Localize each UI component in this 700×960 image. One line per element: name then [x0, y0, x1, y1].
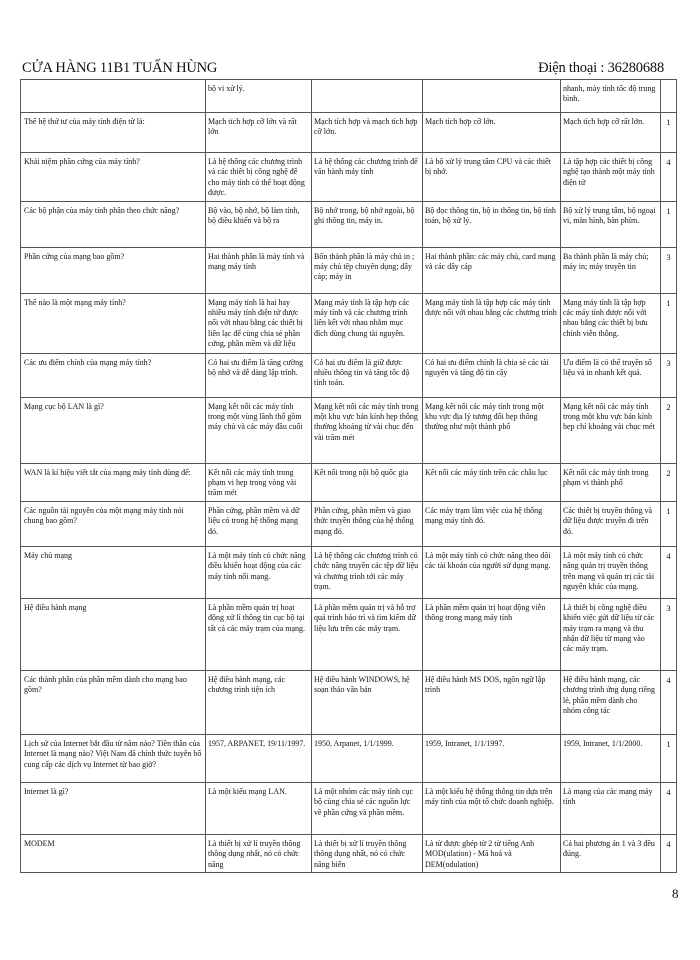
answer-cell: 4: [661, 834, 677, 872]
option-1-cell: Mạng máy tính là hai hay nhiều máy tính điện tử được nối với nhau bằng các thiết bị liên lạc để cùng chia sẻ phần cứng, phần mềm và dữ liệu: [206, 293, 312, 353]
answer-cell: 2: [661, 463, 677, 501]
option-3-cell: Hệ điều hành MS DOS, ngôn ngữ lập trình: [423, 670, 561, 734]
option-1-cell: Kết nối các máy tính trong phạm vi hẹp trong vòng vài trăm mét: [206, 463, 312, 501]
answer-cell: 4: [661, 153, 677, 202]
option-3-cell: Hai thành phần: các máy chủ, card mạng và các dây cáp: [423, 247, 561, 293]
option-2-cell: Phần cứng, phần mềm và giao thức truyền thông của hệ thống mạng đó.: [312, 501, 423, 546]
table-row: [21, 113, 677, 153]
option-1-cell: Mạng kết nối các máy tính trong một vùng lãnh thổ gồm máy chủ và các máy đầu cuối: [206, 397, 312, 463]
question-cell: Các ưu điểm chính của mạng máy tính?: [21, 353, 206, 397]
option-4-cell: Bộ xử lý trung tâm, bộ ngoại vi, màn hình, bàn phím.: [561, 201, 661, 247]
option-4-cell: 1959, Intranet, 1/1/2000.: [561, 734, 661, 782]
option-4-cell: Mạng kết nối các máy tính trong một khu vực bán kính hẹp chỉ khoảng vài chục mét: [561, 397, 661, 463]
option-4-cell: Ba thành phần là máy chủ; máy in; máy truyền tin: [561, 247, 661, 293]
option-4-cell: Là tập hợp các thiết bị công nghệ tạo thành một máy tính điện tử: [561, 153, 661, 202]
question-cell: Khái niệm phần cứng của máy tính?: [21, 153, 206, 202]
option-3-cell: Kết nối các máy tính trên các châu lục: [423, 463, 561, 501]
option-1-cell: Là một kiểu mạng LAN.: [206, 782, 312, 834]
option-1-cell: bộ vi xử lý.: [206, 80, 312, 113]
option-1-cell: Là hệ thống các chương trình và các thiết bị công nghệ để cho máy tính có thể hoạt động được.: [206, 153, 312, 202]
option-3-cell: Là một máy tính có chức năng theo dõi các tài khoản của người sử dụng mạng.: [423, 546, 561, 598]
option-3-cell: Bộ đọc thông tin, bộ in thông tin, bộ tính toán, bộ xử lý.: [423, 201, 561, 247]
shop-name: CỬA HÀNG 11B1 TUẤN HÙNG: [22, 60, 218, 76]
option-4-cell: nhanh, máy tính tốc độ trung bình.: [561, 80, 661, 113]
table-row: [21, 293, 677, 353]
answer-cell: 2: [661, 397, 677, 463]
option-2-cell: Mạng kết nối các máy tính trong một khu vực bán kính hẹp thông thường khoảng từ vài chục đến vài trăm mét: [312, 397, 423, 463]
question-cell: Thế nào là một mạng máy tính?: [21, 293, 206, 353]
question-cell: WAN là kí hiệu viết tắt của mạng máy tính dùng để:: [21, 463, 206, 501]
question-cell: Internet là gì?: [21, 782, 206, 834]
option-2-cell: Kết nối trong nội bộ quốc gia: [312, 463, 423, 501]
table-row: [21, 834, 677, 872]
table-row: [21, 501, 677, 546]
quiz-table-body: [21, 80, 677, 873]
option-3-cell: Các máy trạm làm việc của hệ thống mạng máy tính đó.: [423, 501, 561, 546]
option-1-cell: Là một máy tính có chức năng điều khiển hoạt động của các máy tính nối mạng.: [206, 546, 312, 598]
option-2-cell: Bộ nhớ trong, bộ nhớ ngoài, bộ ghi thông tin, máy in.: [312, 201, 423, 247]
answer-cell: 4: [661, 670, 677, 734]
question-cell: Máy chủ mạng: [21, 546, 206, 598]
option-3-cell: Là phần mềm quản trị hoạt động viễn thông trong mạng máy tính: [423, 598, 561, 670]
table-row: [21, 734, 677, 782]
answer-cell: 1: [661, 293, 677, 353]
option-3-cell: Là một kiểu hệ thống thông tin dựa trên máy tính của một tổ chức doanh nghiệp.: [423, 782, 561, 834]
table-row: [21, 670, 677, 734]
option-1-cell: Mạch tích hợp cỡ lớn và rất lớn: [206, 113, 312, 153]
table-row: [21, 80, 677, 113]
option-4-cell: Cả hai phương án 1 và 3 đều đúng.: [561, 834, 661, 872]
table-row: [21, 247, 677, 293]
table-row: [21, 598, 677, 670]
option-2-cell: Mạng máy tính là tập hợp các máy tính và các chương trình liên kết với nhau nhằm mục đích dùng chung tài nguyên.: [312, 293, 423, 353]
table-row: [21, 397, 677, 463]
option-4-cell: Ưu điểm là có thể truyền số liệu và in nhanh kết quả.: [561, 353, 661, 397]
table-row: [21, 782, 677, 834]
option-2-cell: Mạch tích hợp và mạch tích hợp cỡ lớn.: [312, 113, 423, 153]
answer-cell: 3: [661, 247, 677, 293]
question-cell: Các thành phần của phần mềm dành cho mạng bao gồm?: [21, 670, 206, 734]
option-1-cell: Phần cứng, phần mềm và dữ liệu có trong hệ thống mạng đó.: [206, 501, 312, 546]
option-3-cell: Là bộ xử lý trung tâm CPU và các thiết bị nhớ.: [423, 153, 561, 202]
option-4-cell: Kết nối các máy tính trong phạm vi thành phố: [561, 463, 661, 501]
option-3-cell: [423, 80, 561, 113]
option-3-cell: Mạng kết nối các máy tính trong một khu vực địa lý tương đối hẹp thông thường như một thành phố: [423, 397, 561, 463]
option-2-cell: Là thiết bị xử lí truyền thông thông dụng nhất, nó có chức năng biến: [312, 834, 423, 872]
answer-cell: 4: [661, 546, 677, 598]
answer-cell: 1: [661, 501, 677, 546]
option-4-cell: Là thiết bị công nghệ điều khiển việc gửi dữ liệu từ các máy trạm ra mạng và thu nhận dữ liệu từ mạng vào các máy trạm.: [561, 598, 661, 670]
answer-cell: 3: [661, 598, 677, 670]
question-cell: Thế hệ thứ tư của máy tính điện tử là:: [21, 113, 206, 153]
table-row: [21, 153, 677, 202]
question-cell: Các nguồn tài nguyên của một mạng máy tính nói chung bao gồm?: [21, 501, 206, 546]
question-cell: MODEM: [21, 834, 206, 872]
question-cell: Phần cứng của mạng bao gồm?: [21, 247, 206, 293]
table-row: [21, 353, 677, 397]
option-4-cell: Là mạng của các mạng máy tính: [561, 782, 661, 834]
answer-cell: 1: [661, 113, 677, 153]
question-cell: Các bộ phận của máy tính phân theo chức năng?: [21, 201, 206, 247]
option-2-cell: Bốn thành phần là máy chủ in ; máy chủ tệp chuyên dụng; dây cáp; máy in: [312, 247, 423, 293]
table-row: [21, 546, 677, 598]
answer-cell: 1: [661, 734, 677, 782]
option-4-cell: Các thiết bị truyền thông và dữ liệu được truyền đi trên đó.: [561, 501, 661, 546]
question-cell: Mạng cục bộ LAN là gì?: [21, 397, 206, 463]
option-2-cell: Có hai ưu điểm là giữ được nhiều thông tin và tăng tốc độ tính toán.: [312, 353, 423, 397]
option-1-cell: Có hai ưu điểm là tăng cường bộ nhớ và dễ dàng lập trình.: [206, 353, 312, 397]
option-2-cell: [312, 80, 423, 113]
option-1-cell: Hai thành phần là máy tính và mạng máy tính: [206, 247, 312, 293]
option-2-cell: Là hệ thống các chương trình có chức năng truyền các tệp dữ liệu và chương trình tới các máy trạm.: [312, 546, 423, 598]
option-1-cell: Là thiết bị xử lí truyền thông thông dụng nhất, nó có chức năng: [206, 834, 312, 872]
question-cell: Lịch sử của Internet bắt đầu từ năm nào? Tiền thân của Internet là mạng nào? Việt Nam đã chính thức tuyên bố cung cấp các dịch vụ Internet từ bao giờ?: [21, 734, 206, 782]
option-2-cell: 1950, Arpanet, 1/1/1999.: [312, 734, 423, 782]
option-2-cell: Là hệ thống các chương trình để văn hành máy tính: [312, 153, 423, 202]
table-row: [21, 463, 677, 501]
option-4-cell: Là một máy tính có chức năng quản trị truyền thông trên mạng và quản trị các tài nguyên khác của mạng.: [561, 546, 661, 598]
answer-cell: [661, 80, 677, 113]
option-1-cell: Bộ vào, bộ nhớ, bộ làm tính, bộ điều khiển và bộ ra: [206, 201, 312, 247]
question-cell: [21, 80, 206, 113]
option-2-cell: Hệ điều hành WINDOWS, hệ soạn thảo văn bản: [312, 670, 423, 734]
option-3-cell: Mạch tích hợp cỡ lớn.: [423, 113, 561, 153]
option-2-cell: Là một nhóm các máy tính cục bộ cùng chia sẻ các nguồn lực về phần cứng và phần mềm.: [312, 782, 423, 834]
page-number: 8: [672, 886, 679, 901]
quiz-table: [20, 79, 677, 873]
option-3-cell: Mạng máy tính là tập hợp các máy tính được nối với nhau bằng các chương trình: [423, 293, 561, 353]
option-3-cell: 1959, Intranet, 1/1/1997.: [423, 734, 561, 782]
option-2-cell: Là phần mềm quản trị và hỗ trợ quá trình báo trì và tìm kiếm dữ liệu lưu trên các máy trạm.: [312, 598, 423, 670]
table-row: [21, 201, 677, 247]
answer-cell: 3: [661, 353, 677, 397]
option-3-cell: Có hai ưu điểm chính là chia sẻ các tài nguyên và tăng độ tin cậy: [423, 353, 561, 397]
answer-cell: 1: [661, 201, 677, 247]
option-4-cell: Mạch tích hợp cỡ rất lớn.: [561, 113, 661, 153]
option-3-cell: Là từ được ghép từ 2 từ tiếng Anh MOD(ulation) - Mã hoá và DEM(odulation): [423, 834, 561, 872]
option-1-cell: Là phần mềm quản trị hoạt động xử lí thông tin cục bộ tại tất cả các máy trạm của mạng.: [206, 598, 312, 670]
answer-cell: 4: [661, 782, 677, 834]
option-4-cell: Mạng máy tính là tập hợp các máy tính được nối với nhau bằng các thiết bị bưu chính viễn thông.: [561, 293, 661, 353]
option-1-cell: 1957, ARPANET, 19/11/1997.: [206, 734, 312, 782]
phone-number: Điện thoại : 36280688: [538, 60, 664, 76]
option-4-cell: Hệ điều hành mạng, các chương trình ứng dụng riêng lẻ, phần mềm dành cho nhóm công tác: [561, 670, 661, 734]
question-cell: Hệ điều hành mạng: [21, 598, 206, 670]
option-1-cell: Hệ điều hành mạng, các chương trình tiện ích: [206, 670, 312, 734]
